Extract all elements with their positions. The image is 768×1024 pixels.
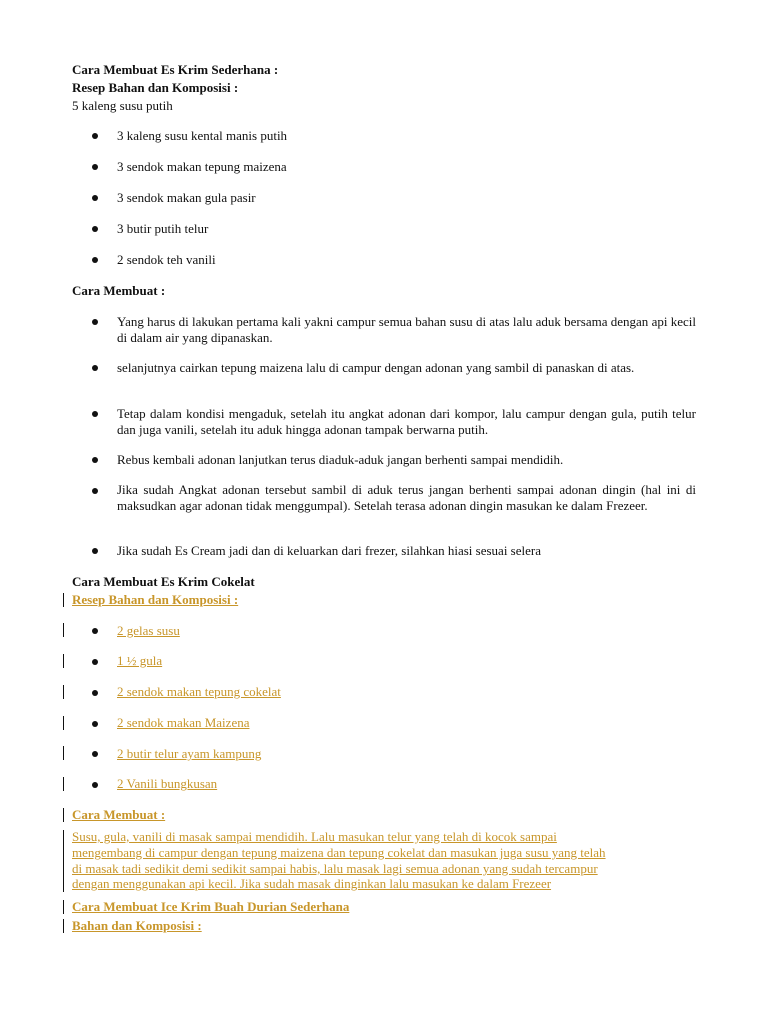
bullet-icon [92, 782, 98, 788]
bullet-icon [92, 257, 98, 263]
ingredient-link[interactable]: 1 ½ gula [117, 653, 163, 668]
ingredient-link[interactable]: 2 Vanili bungkusan [117, 776, 218, 791]
section2-title: Cara Membuat Es Krim Cokelat [72, 574, 255, 589]
change-bar [63, 746, 64, 760]
section2-method-line[interactable]: dengan menggunakan api kecil. Jika sudah masak dinginkan lalu masukan ke dalam Frezeer [72, 876, 552, 891]
bullet-icon [92, 488, 98, 494]
document-page: Cara Membuat Es Krim Sederhana : Resep Bahan dan Komposisi : 5 kaleng susu putih 3 kaleng susu kental manis putih 3 sendok makan tepung maizena 3 sendok makan gula pasir 3 butir putih telur 2 sendok teh vanili Cara Membuat : Yang harus di lakukan pertama kali yakni campur semua bahan susu di atas lalu aduk bersama dengan api kecil di dalam air yang dipanaskan. selanjutnya cairkan tepung maizena lalu di campur dengan adonan yang sambil di panaskan di atas. Tetap dalam kondisi mengaduk, setelah itu angkat adonan dari kompor, lalu campur dengan gula, putih telur dan juga vanili, setelah itu aduk hingga adonan tampak berwarna putih. Rebus kembali adonan lanjutkan terus diaduk-aduk jangan berhenti sampai mendidih. Jika sudah Angkat adonan tersebut sambil di aduk terus jangan berhenti sampai adonan dingin (hal ini di maksudkan agar adonan tidak menggumpal). Setelah terasa adonan dingin masukan ke dalam Frezeer. Jika sudah Es Cream jadi dan di keluarkan dari frezer, silahkan hiasi sesuai selera Cara Membuat Es Krim Cokelat Resep Bahan dan Komposisi : 2 gelas susu 1 ½ gula 2 sendok makan tepung cokelat 2 sendok makan Maizena 2 butir telur ayam kampung 2 Vanili bungkusan Cara Membuat : Susu, gula, vanili di masak sampai mendidih. Lalu masukan telur yang telah di kocok sampai mengembang di campur dengan tepung maizena dan tepung cokelat dan masukan juga susu yang telah di masak tadi sedikit demi sedikit sampai habis, lalu masak lagi semua adonan yang sudah tercampur dengan menggunakan api kecil. Jika sudah masak dinginkan lalu masukan ke dalam Frezeer Cara Membuat Ice Krim Buah Durian Sederhana Bahan dan Komposisi : [0, 0, 768, 1024]
section2-subtitle[interactable]: Resep Bahan dan Komposisi : [72, 592, 239, 607]
bullet-icon [92, 411, 98, 417]
section1-method-heading: Cara Membuat : [72, 283, 166, 298]
bullet-icon [92, 133, 98, 139]
change-bar [63, 830, 64, 892]
change-bar [63, 654, 64, 668]
ingredient-link[interactable]: 2 sendok makan Maizena [117, 715, 250, 730]
bullet-icon [92, 659, 98, 665]
change-bar [63, 808, 64, 822]
bullet-icon [92, 195, 98, 201]
section2-method-heading[interactable]: Cara Membuat : [72, 807, 166, 822]
bullet-icon [92, 457, 98, 463]
section2-method-line[interactable]: Susu, gula, vanili di masak sampai mendidih. Lalu masukan telur yang telah di kocok sampai [72, 829, 557, 844]
bullet-icon [92, 628, 98, 634]
change-bar [63, 919, 64, 933]
change-bar [63, 900, 64, 914]
section1-title: Cara Membuat Es Krim Sederhana : [72, 62, 279, 77]
section1-subtitle: Resep Bahan dan Komposisi : [72, 80, 239, 95]
change-bar [63, 777, 64, 791]
ingredient-link[interactable]: 2 sendok makan tepung cokelat [117, 684, 281, 699]
bullet-icon [92, 319, 98, 325]
bullet-icon [92, 365, 98, 371]
bullet-icon [92, 548, 98, 554]
bullet-icon [92, 751, 98, 757]
bullet-icon [92, 226, 98, 232]
bullet-icon [92, 721, 98, 727]
section3-title[interactable]: Cara Membuat Ice Krim Buah Durian Sederhana [72, 899, 350, 914]
ingredient-link[interactable]: 2 gelas susu [117, 623, 180, 638]
change-bar [63, 623, 64, 637]
change-bar [63, 685, 64, 699]
section2-method-line[interactable]: mengembang di campur dengan tepung maizena dan tepung cokelat dan masukan juga susu yang telah [72, 845, 606, 860]
section2-method-line[interactable]: di masak tadi sedikit demi sedikit sampai habis, lalu masak lagi semua adonan yang sudah tercampur [72, 861, 598, 876]
section3-subtitle[interactable]: Bahan dan Komposisi : [72, 918, 202, 933]
change-bar [63, 593, 64, 607]
section1-first-line: 5 kaleng susu putih [72, 98, 173, 113]
ingredient-link[interactable]: 2 butir telur ayam kampung [117, 746, 262, 761]
bullet-icon [92, 690, 98, 696]
change-bar [63, 716, 64, 730]
bullet-icon [92, 164, 98, 170]
